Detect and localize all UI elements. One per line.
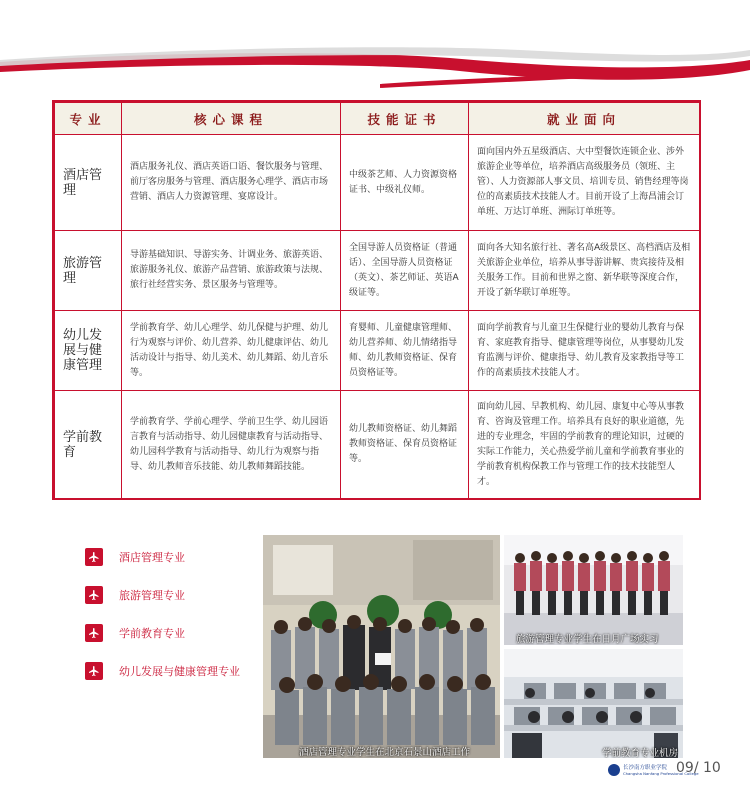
certificates-cell: 育婴师、儿童健康管理师、幼儿营养师、幼儿情绪指导师、幼儿教师资格证、保育员资格证等。 xyxy=(341,311,469,391)
certificates-cell: 全国导游人员资格证（普通话）、全国导游人员资格证（英文）、茶艺师证、英语A级证等。 xyxy=(341,231,469,311)
courses-cell: 学前教育学、学前心理学、学前卫生学、幼儿园语言教育与活动指导、幼儿园健康教育与活动指导、幼儿园科学教育与活动指导、幼儿行为观察与指导、幼儿教师音乐技能、幼儿教师舞蹈技能。 xyxy=(122,391,341,499)
major-cell: 旅游管理 xyxy=(55,231,122,311)
certificates-cell: 幼儿教师资格证、幼儿舞蹈教师资格证、保育员资格证等。 xyxy=(341,391,469,499)
header-swoosh-decoration xyxy=(0,0,750,95)
certificates-cell: 中级茶艺师、人力资源资格证书、中级礼仪师。 xyxy=(341,135,469,231)
preschool-lab-photo xyxy=(504,649,683,758)
employment-cell: 面向学前教育与儿童卫生保健行业的婴幼儿教育与保育、家庭教育指导、健康管理等岗位，从事婴幼儿发育监测与评价、健康指导、幼儿教育及家教指导等工作的高素质技术技能人才。 xyxy=(469,311,700,391)
table-row xyxy=(55,135,700,231)
legend-item-tourism xyxy=(85,586,260,604)
tourism-students-photo xyxy=(504,535,683,645)
major-cell: 幼儿发展与健康管理 xyxy=(55,311,122,391)
airplane-icon xyxy=(85,662,103,680)
legend-label: 旅游管理专业 xyxy=(119,589,185,602)
header-major: 专业 xyxy=(55,103,122,135)
legend-label: 幼儿发展与健康管理专业 xyxy=(119,665,240,678)
header-employment: 就业面向 xyxy=(469,103,700,135)
legend-label: 学前教育专业 xyxy=(119,627,185,640)
table-row xyxy=(55,231,700,311)
hotel-students-photo xyxy=(263,535,500,758)
major-cell: 酒店管理 xyxy=(55,135,122,231)
hotel-photo-caption: 酒店管理专业学生在北京石景山酒店工作 xyxy=(299,747,471,758)
courses-cell: 酒店服务礼仪、酒店英语口语、餐饮服务与管理、前厅客房服务与管理、酒店服务心理学、酒店市场营销、酒店人力资源管理、宴席设计。 xyxy=(122,135,341,231)
employment-cell: 面向幼儿园、早教机构、幼儿园、康复中心等从事教育、咨询及管理工作。培养具有良好的职业道德，先进的专业理念，牢固的学前教育的理论知识，过硬的实际工作能力，关心热爱学前儿童和学前教育事业的学前教育机构保教工作与管理工作的技术技能型人才。 xyxy=(469,391,700,499)
header-courses: 核心课程 xyxy=(122,103,341,135)
table-row xyxy=(55,311,700,391)
school-name-en: Changsha Nanfang Professional College xyxy=(623,770,699,776)
airplane-icon xyxy=(85,586,103,604)
table-row xyxy=(55,391,700,499)
airplane-icon xyxy=(85,624,103,642)
major-legend xyxy=(85,548,260,700)
major-table xyxy=(52,100,701,500)
page-number: 09/ 10 xyxy=(676,760,721,776)
legend-label: 酒店管理专业 xyxy=(119,551,185,564)
preschool-photo-caption: 学前教育专业机房 xyxy=(602,748,679,758)
employment-cell: 面向国内外五星级酒店、大中型餐饮连锁企业、涉外旅游企业等单位，培养酒店高级服务员（领班、主管）、人力资源部人事文员、培训专员、销售经理等岗位的高素质技术技能人才。目前开设了上海昌浦会订单班、万达订单班、洲际订单班等。 xyxy=(469,135,700,231)
employment-cell: 面向各大知名旅行社、著名高A级景区、高档酒店及相关旅游企业单位，培养从事导游讲解、贵宾接待及相关服务工作。目前和世界之窗、新华联等深度合作，开设了新华联订单班等。 xyxy=(469,231,700,311)
school-name: 长沙南方职业学院 xyxy=(623,764,668,771)
header-certificates: 技能证书 xyxy=(341,103,469,135)
table-header-row xyxy=(55,103,700,135)
legend-item-hotel xyxy=(85,548,260,566)
courses-cell: 导游基础知识、导游实务、计调业务、旅游英语、旅游服务礼仪、旅游产品营销、旅游政策与法规、旅行社经营实务、景区服务与管理等。 xyxy=(122,231,341,311)
legend-item-child-health xyxy=(85,662,260,680)
courses-cell: 学前教育学、幼儿心理学、幼儿保健与护理、幼儿行为观察与评价、幼儿营养、幼儿健康评估、幼儿活动设计与指导、幼儿美术、幼儿舞蹈、幼儿音乐等。 xyxy=(122,311,341,391)
legend-item-preschool xyxy=(85,624,260,642)
school-emblem-icon xyxy=(608,764,620,776)
tourism-photo-caption: 旅游管理专业学生在日月广场实习 xyxy=(516,634,659,645)
major-cell: 学前教育 xyxy=(55,391,122,499)
airplane-icon xyxy=(85,548,103,566)
